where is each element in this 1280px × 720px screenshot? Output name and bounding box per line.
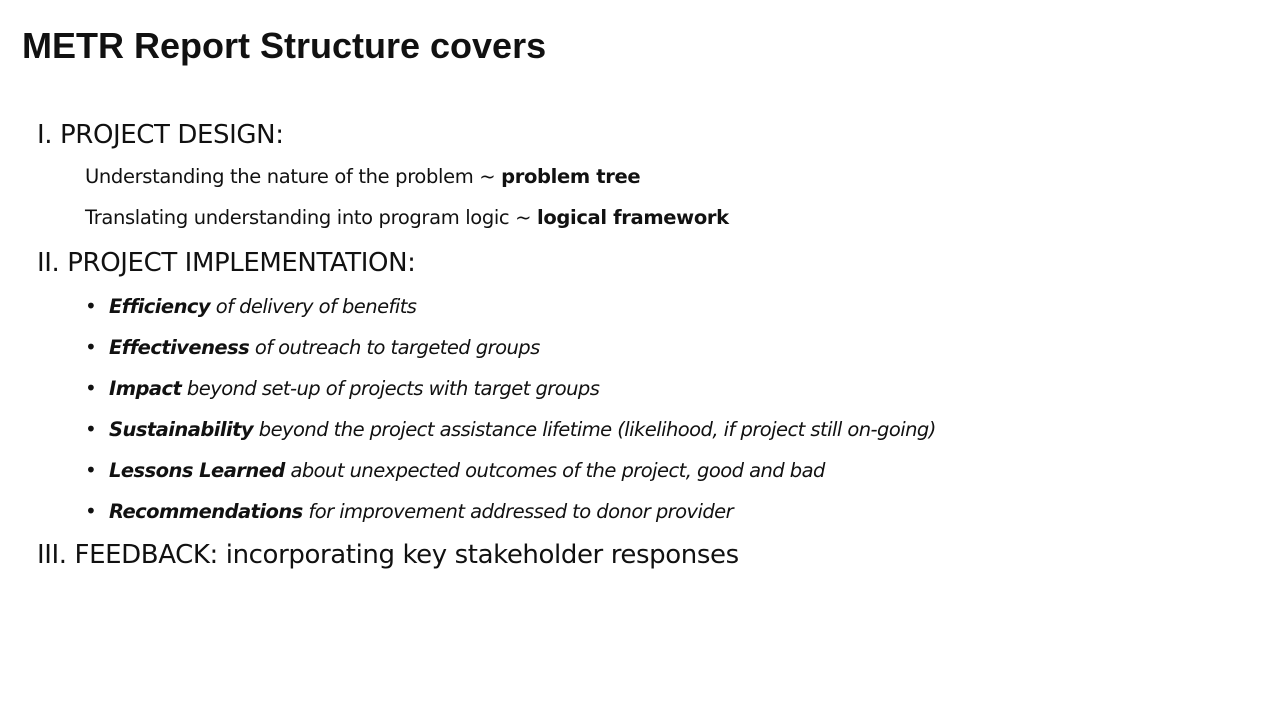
slide-body	[37, 114, 1267, 576]
bullet-term: Efficiency	[109, 295, 211, 318]
list-item	[85, 156, 1267, 197]
item-text: Understanding the nature of the problem ~	[85, 165, 502, 188]
bullet-item	[85, 286, 1267, 327]
slide-title: METR Report Structure covers	[22, 25, 547, 66]
bullet-dot-icon: •	[85, 376, 97, 400]
section-heading: III. FEEDBACK: incorporating key stakeholder responses	[37, 540, 739, 570]
bullet-text: of outreach to targeted groups	[249, 336, 540, 359]
item-text: Translating understanding into program logic ~	[85, 206, 537, 229]
bullet-item	[85, 368, 1267, 409]
bullet-item	[85, 409, 1267, 450]
bullet-dot-icon: •	[85, 294, 97, 318]
bullet-text: beyond the project assistance lifetime (likelihood, if project still on-going)	[253, 418, 936, 441]
section-heading: II. PROJECT IMPLEMENTATION:	[37, 248, 416, 278]
bullet-dot-icon: •	[85, 458, 97, 482]
bullet-text: beyond set-up of projects with target groups	[181, 377, 600, 400]
bullet-term: Recommendations	[109, 500, 303, 523]
bullet-term: Effectiveness	[109, 336, 250, 359]
section-project-design	[37, 114, 1267, 238]
section-feedback	[37, 534, 1267, 576]
bullet-dot-icon: •	[85, 499, 97, 523]
bullet-item	[85, 327, 1267, 368]
bullet-text: for improvement addressed to donor provider	[302, 500, 734, 523]
bullet-dot-icon: •	[85, 335, 97, 359]
bullet-term: Lessons Learned	[109, 459, 285, 482]
bullet-dot-icon: •	[85, 417, 97, 441]
bullet-term: Sustainability	[109, 418, 254, 441]
section-heading: I. PROJECT DESIGN:	[37, 120, 284, 150]
sub-list	[37, 156, 1267, 238]
item-term: problem tree	[501, 165, 641, 188]
bullet-item	[85, 450, 1267, 491]
item-term: logical framework	[537, 206, 729, 229]
bullet-term: Impact	[109, 377, 182, 400]
bullet-item	[85, 491, 1267, 532]
bullet-text: about unexpected outcomes of the project, good and bad	[284, 459, 825, 482]
list-item	[85, 197, 1267, 238]
bullet-list	[37, 286, 1267, 532]
section-project-implementation	[37, 242, 1267, 532]
bullet-text: of delivery of benefits	[210, 295, 417, 318]
